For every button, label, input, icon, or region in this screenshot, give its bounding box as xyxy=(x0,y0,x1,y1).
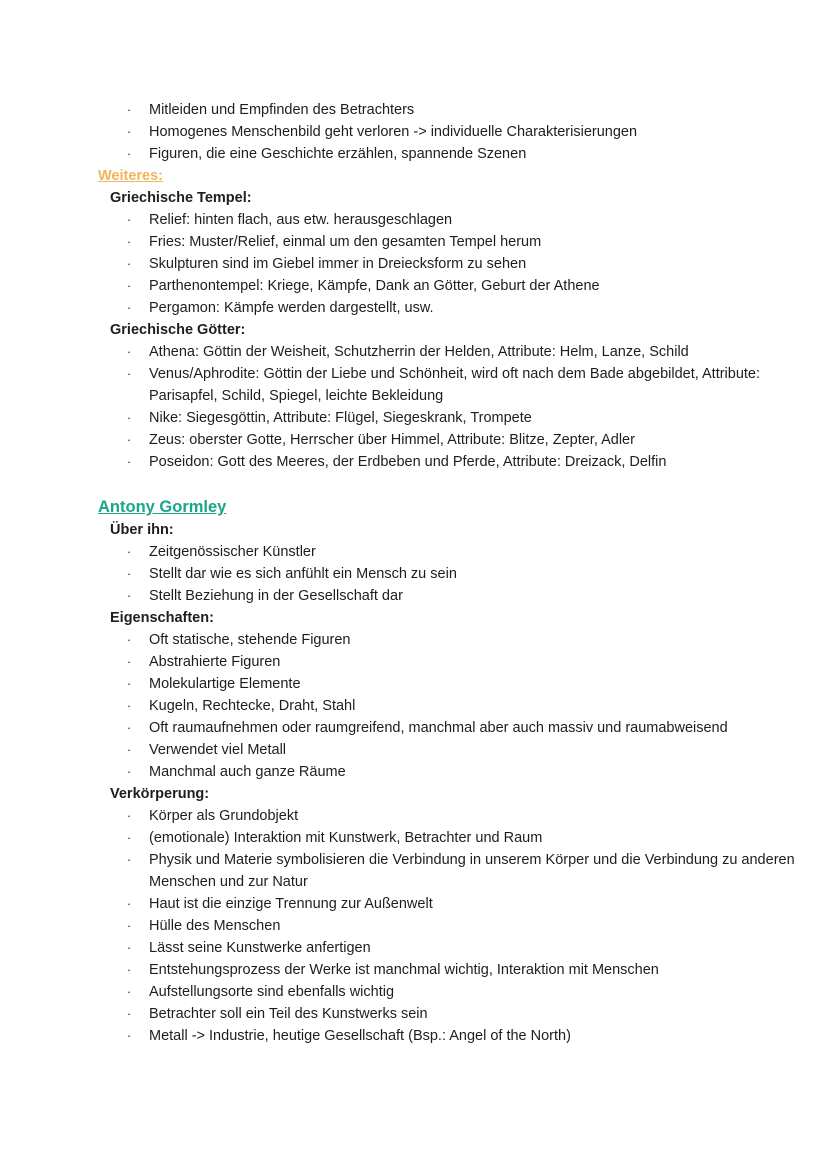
list-item xyxy=(98,695,798,717)
list-item-text: Entstehungsprozess der Werke ist manchmal wichtig, Interaktion mit Menschen xyxy=(149,962,659,978)
bullet-icon: · xyxy=(126,300,132,315)
list-item xyxy=(98,959,798,981)
list-item xyxy=(98,629,798,651)
bullet-icon: · xyxy=(126,698,132,713)
list-item xyxy=(98,563,798,585)
heading-verkoerperung: Verkörperung: xyxy=(110,786,210,802)
list-item-text: Oft raumaufnehmen oder raumgreifend, manchmal aber auch massiv und raumabweisend xyxy=(149,720,728,736)
list-item xyxy=(98,341,798,363)
list-item xyxy=(98,541,798,563)
bullet-icon: · xyxy=(126,410,132,425)
bullet-icon: · xyxy=(126,432,132,447)
bullet-icon: · xyxy=(126,256,132,271)
list-item-text: Venus/Aphrodite: Göttin der Liebe und Schönheit, wird oft nach dem Bade abgebildet, Attribute: Parisapfel, Schild, Spiegel, leichte Bekleidung xyxy=(149,366,761,404)
bullet-icon: · xyxy=(126,676,132,691)
bullet-icon: · xyxy=(126,720,132,735)
list-item xyxy=(98,739,798,761)
bullet-icon: · xyxy=(126,830,132,845)
list-item xyxy=(98,651,798,673)
notes-content xyxy=(98,99,798,1047)
bullet-icon: · xyxy=(126,918,132,933)
list-item-text: Poseidon: Gott des Meeres, der Erdbeben und Pferde, Attribute: Dreizack, Delfin xyxy=(149,454,667,470)
list-item-text: Parthenontempel: Kriege, Kämpfe, Dank an Götter, Geburt der Athene xyxy=(149,278,600,294)
list-item-text: Figuren, die eine Geschichte erzählen, spannende Szenen xyxy=(149,146,527,162)
ueber-list xyxy=(98,541,798,607)
list-item xyxy=(98,429,798,451)
section-title-antony-gormley: Antony Gormley xyxy=(98,498,227,516)
list-item xyxy=(98,827,798,849)
list-item xyxy=(98,143,798,165)
list-item xyxy=(98,121,798,143)
bullet-icon: · xyxy=(126,742,132,757)
bullet-icon: · xyxy=(126,962,132,977)
bullet-icon: · xyxy=(126,764,132,779)
bullet-icon: · xyxy=(126,984,132,999)
list-item xyxy=(98,451,798,473)
list-item-text: Betrachter soll ein Teil des Kunstwerks sein xyxy=(149,1006,428,1022)
list-item xyxy=(98,253,798,275)
list-item xyxy=(98,849,798,893)
list-item-text: Oft statische, stehende Figuren xyxy=(149,632,351,648)
list-item-text: Zeus: oberster Gotte, Herrscher über Himmel, Attribute: Blitze, Zepter, Adler xyxy=(149,432,635,448)
list-item xyxy=(98,275,798,297)
goetter-list xyxy=(98,341,798,473)
list-item-text: Lässt seine Kunstwerke anfertigen xyxy=(149,940,371,956)
list-item xyxy=(98,981,798,1003)
list-item xyxy=(98,1025,798,1047)
bullet-icon: · xyxy=(126,1028,132,1043)
list-item-text: Physik und Materie symbolisieren die Verbindung in unserem Körper und die Verbindung zu anderen Menschen und zur Natur xyxy=(149,852,795,890)
list-item xyxy=(98,761,798,783)
list-item xyxy=(98,1003,798,1025)
bullet-icon: · xyxy=(126,808,132,823)
bullet-icon: · xyxy=(126,234,132,249)
list-item xyxy=(98,585,798,607)
list-item-text: Verwendet viel Metall xyxy=(149,742,287,758)
list-item-text: Manchmal auch ganze Räume xyxy=(149,764,346,780)
bullet-icon: · xyxy=(126,896,132,911)
list-item xyxy=(98,297,798,319)
bullet-icon: · xyxy=(126,632,132,647)
bullet-icon: · xyxy=(126,566,132,581)
list-item-text: Relief: hinten flach, aus etw. herausgeschlagen xyxy=(149,212,453,228)
list-item-text: Mitleiden und Empfinden des Betrachters xyxy=(149,102,415,118)
list-item-text: Pergamon: Kämpfe werden dargestellt, usw. xyxy=(149,300,434,316)
verkoerperung-list xyxy=(98,805,798,1047)
heading-griechische-goetter: Griechische Götter: xyxy=(110,322,246,338)
bullet-icon: · xyxy=(126,1006,132,1021)
list-item xyxy=(98,893,798,915)
list-item xyxy=(98,805,798,827)
tempel-list xyxy=(98,209,798,319)
list-item xyxy=(98,717,798,739)
list-item xyxy=(98,673,798,695)
list-item xyxy=(98,937,798,959)
heading-eigenschaften: Eigenschaften: xyxy=(110,610,214,626)
bullet-icon: · xyxy=(126,588,132,603)
bullet-icon: · xyxy=(126,940,132,955)
bullet-icon: · xyxy=(126,212,132,227)
list-item-text: Abstrahierte Figuren xyxy=(149,654,281,670)
list-item-text: Aufstellungsorte sind ebenfalls wichtig xyxy=(149,984,395,1000)
list-item-text: Skulpturen sind im Giebel immer in Dreiecksform zu sehen xyxy=(149,256,527,272)
bullet-icon: · xyxy=(126,124,132,139)
list-item xyxy=(98,915,798,937)
list-item-text: Stellt dar wie es sich anfühlt ein Mensch zu sein xyxy=(149,566,457,582)
list-item-text: Athena: Göttin der Weisheit, Schutzherrin der Helden, Attribute: Helm, Lanze, Schild xyxy=(149,344,689,360)
list-item xyxy=(98,99,798,121)
list-item-text: Hülle des Menschen xyxy=(149,918,281,934)
list-item-text: Haut ist die einzige Trennung zur Außenwelt xyxy=(149,896,433,912)
bullet-icon: · xyxy=(126,454,132,469)
list-item-text: Kugeln, Rechtecke, Draht, Stahl xyxy=(149,698,356,714)
list-item xyxy=(98,231,798,253)
list-item xyxy=(98,209,798,231)
heading-ueber-ihn: Über ihn: xyxy=(110,522,174,538)
eigenschaften-list xyxy=(98,629,798,783)
bullet-icon: · xyxy=(126,366,132,381)
heading-griechische-tempel: Griechische Tempel: xyxy=(110,190,252,206)
list-item-text: (emotionale) Interaktion mit Kunstwerk, Betrachter und Raum xyxy=(149,830,543,846)
bullet-icon: · xyxy=(126,544,132,559)
bullet-icon: · xyxy=(126,102,132,117)
bullet-icon: · xyxy=(126,654,132,669)
list-item xyxy=(98,407,798,429)
bullet-icon: · xyxy=(126,344,132,359)
list-item xyxy=(98,363,798,407)
list-item-text: Körper als Grundobjekt xyxy=(149,808,299,824)
list-item-text: Zeitgenössischer Künstler xyxy=(149,544,316,560)
list-item-text: Homogenes Menschenbild geht verloren -> individuelle Charakterisierungen xyxy=(149,124,638,140)
bullet-icon: · xyxy=(126,146,132,161)
bullet-icon: · xyxy=(126,852,132,867)
intro-list xyxy=(98,99,798,165)
list-item-text: Fries: Muster/Relief, einmal um den gesamten Tempel herum xyxy=(149,234,542,250)
bullet-icon: · xyxy=(126,278,132,293)
list-item-text: Molekulartige Elemente xyxy=(149,676,301,692)
section-title-weiteres: Weiteres: xyxy=(98,168,164,184)
list-item-text: Stellt Beziehung in der Gesellschaft dar xyxy=(149,588,403,604)
list-item-text: Nike: Siegesgöttin, Attribute: Flügel, Siegeskrank, Trompete xyxy=(149,410,532,426)
list-item-text: Metall -> Industrie, heutige Gesellschaft (Bsp.: Angel of the North) xyxy=(149,1028,571,1044)
